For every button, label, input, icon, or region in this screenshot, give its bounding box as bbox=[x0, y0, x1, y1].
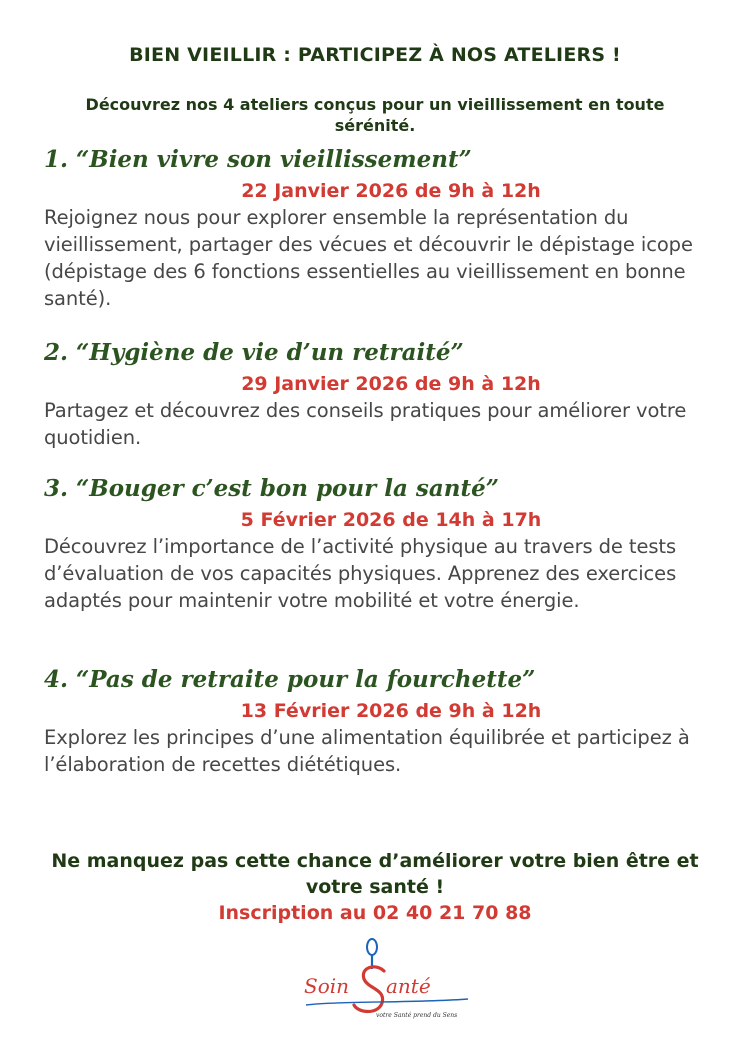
page-title: BIEN VIEILLIR : PARTICIPEZ À NOS ATELIERS ! bbox=[129, 44, 621, 66]
workshop-description: Rejoignez nous pour explorer ensemble la représentation du vieillissement, partager des vécues et découvrir le dépistage icope (dépistage des 6 fonctions essentielles au vieillissement en bonne santé). bbox=[44, 206, 693, 310]
logo-word-right: anté bbox=[386, 974, 431, 998]
workshop-3 bbox=[44, 471, 724, 614]
logo-word-left: Soin bbox=[304, 974, 350, 998]
soin-sante-logo bbox=[296, 935, 486, 1030]
workshop-date: 29 Janvier 2026 de 9h à 12h bbox=[241, 373, 541, 395]
workshop-title: 3. “Bouger c’est bon pour la santé” bbox=[44, 475, 499, 502]
workshop-date: 5 Février 2026 de 14h à 17h bbox=[240, 509, 542, 531]
workshop-4 bbox=[44, 662, 724, 778]
workshop-description: Découvrez l’importance de l’activité physique au travers de tests d’évaluation de vos capacités physiques. Apprenez des exercices adaptés pour maintenir votre mobilité et votre énergie. bbox=[44, 535, 677, 612]
registration-phone: Inscription au 02 40 21 70 88 bbox=[218, 902, 532, 924]
workshop-date: 13 Février 2026 de 9h à 12h bbox=[240, 700, 542, 722]
workshop-1 bbox=[44, 142, 724, 312]
logo-tagline: votre Santé prend du Sens bbox=[376, 1012, 458, 1019]
page-subtitle: Découvrez nos 4 ateliers conçus pour un vieillissement en toute sérénité. bbox=[85, 95, 665, 135]
logo-swoosh bbox=[306, 999, 468, 1005]
workshop-description: Explorez les principes d’une alimentation équilibrée et participez à l’élaboration de recettes diététiques. bbox=[44, 726, 690, 776]
workshop-title: 2. “Hygiène de vie d’un retraité” bbox=[44, 339, 464, 366]
call-to-action: Ne manquez pas cette chance d’améliorer votre bien être et votre santé ! bbox=[51, 850, 699, 898]
workshop-title: 1. “Bien vivre son vieillissement” bbox=[44, 146, 472, 173]
workshop-2 bbox=[44, 335, 724, 451]
workshop-description: Partagez et découvrez des conseils pratiques pour améliorer votre quotidien. bbox=[44, 399, 687, 449]
workshop-date: 22 Janvier 2026 de 9h à 12h bbox=[241, 180, 541, 202]
spoon-s-logo-icon bbox=[354, 939, 384, 1012]
workshop-title: 4. “Pas de retraite pour la fourchette” bbox=[44, 666, 536, 693]
